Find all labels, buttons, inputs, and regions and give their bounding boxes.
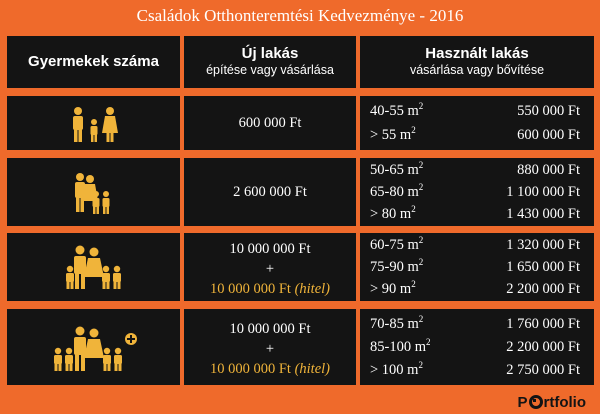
header-new-home-title: Új lakás — [241, 45, 299, 62]
used-size: 85-100 $m^2$ — [370, 337, 431, 355]
row-2-new-home-amount: 2 600 000 Ft — [233, 184, 307, 200]
header-col-used-home — [360, 36, 594, 88]
row-4-used-item — [370, 335, 580, 359]
row-3-new-home-amount: 10 000 000 Ft — [229, 241, 311, 257]
logo-o-icon — [529, 395, 543, 409]
header-col-new-home — [184, 36, 356, 88]
header-col-children — [7, 36, 180, 88]
header-used-home-title: Használt lakás — [425, 45, 529, 62]
used-amount: 1 320 000 Ft — [506, 237, 580, 253]
used-amount: 2 750 000 Ft — [506, 362, 580, 378]
used-size: > 80 $m^2$ — [370, 204, 416, 222]
family-1-child-icon — [68, 106, 120, 142]
header-new-home-subtitle: építése vagy vásárlása — [206, 63, 334, 77]
portfolio-logo: P rtfolio — [517, 393, 586, 411]
row-1-family-cell — [7, 96, 180, 150]
used-size: 65-80 $m^2$ — [370, 182, 424, 200]
row-3-family-cell — [7, 233, 180, 301]
row-4-family-cell — [7, 309, 180, 385]
row-3-used-item — [370, 277, 580, 301]
row-4-loan-label: (hitel) — [294, 361, 331, 377]
row-3-plus-sign: + — [265, 261, 275, 277]
page-title: Családok Otthonteremtési Kedvezménye - 2016 — [136, 6, 464, 25]
row-4-loan — [184, 359, 356, 379]
used-size: 40-55 $m^2$ — [370, 101, 424, 119]
family-3-children-icon — [62, 245, 126, 289]
row-1-used-home-cell — [360, 96, 594, 150]
row-4-plus-sign: + — [265, 341, 275, 357]
used-amount: 2 200 000 Ft — [506, 339, 580, 355]
row-2-new-home-cell — [184, 158, 356, 226]
family-4-plus-children-icon — [50, 325, 138, 371]
used-amount: 550 000 Ft — [517, 103, 580, 119]
row-4-new-home-cell — [184, 309, 356, 385]
row-4-loan-amount: 10 000 000 Ft — [209, 361, 291, 377]
row-1-new-home-amount: 600 000 Ft — [238, 115, 302, 131]
used-size: 70-85 $m^2$ — [370, 314, 424, 332]
used-amount: 2 200 000 Ft — [506, 281, 580, 297]
row-2-used-home-cell — [360, 158, 594, 226]
used-size: > 100 $m^2$ — [370, 360, 423, 378]
row-1-used-item — [370, 123, 580, 147]
used-amount: 1 760 000 Ft — [506, 316, 580, 332]
family-2-children-icon — [71, 172, 117, 214]
used-amount: 600 000 Ft — [517, 127, 580, 143]
row-1-used-item — [370, 99, 580, 123]
row-2-used-item — [370, 202, 580, 226]
header-used-home-subtitle: vásárlása vagy bővítése — [409, 63, 545, 77]
row-4-used-item — [370, 312, 580, 336]
row-3-loan-label: (hitel) — [294, 281, 331, 297]
used-amount: 1 650 000 Ft — [506, 259, 580, 275]
used-amount: 880 000 Ft — [517, 162, 580, 178]
row-4-used-item — [370, 358, 580, 382]
header-children-label: Gyermekek száma — [28, 53, 159, 70]
row-3-used-item — [370, 233, 580, 257]
row-2-used-item — [370, 180, 580, 204]
row-1-new-home-cell — [184, 96, 356, 150]
used-amount: 1 100 000 Ft — [506, 184, 580, 200]
used-size: 60-75 $m^2$ — [370, 235, 424, 253]
row-4-used-home-cell — [360, 309, 594, 385]
row-3-loan-amount: 10 000 000 Ft — [209, 281, 291, 297]
used-size: 50-65 $m^2$ — [370, 160, 424, 178]
row-3-used-home-cell — [360, 233, 594, 301]
row-3-loan — [184, 279, 356, 299]
used-size: 75-90 $m^2$ — [370, 257, 424, 275]
used-amount: 1 430 000 Ft — [506, 206, 580, 222]
used-size: > 90 $m^2$ — [370, 279, 416, 297]
row-3-new-home-cell — [184, 233, 356, 301]
row-4-new-home-amount: 10 000 000 Ft — [229, 321, 311, 337]
row-3-used-item — [370, 255, 580, 279]
row-2-used-item — [370, 158, 580, 182]
row-2-family-cell — [7, 158, 180, 226]
used-size: > 55 $m^2$ — [370, 125, 416, 143]
